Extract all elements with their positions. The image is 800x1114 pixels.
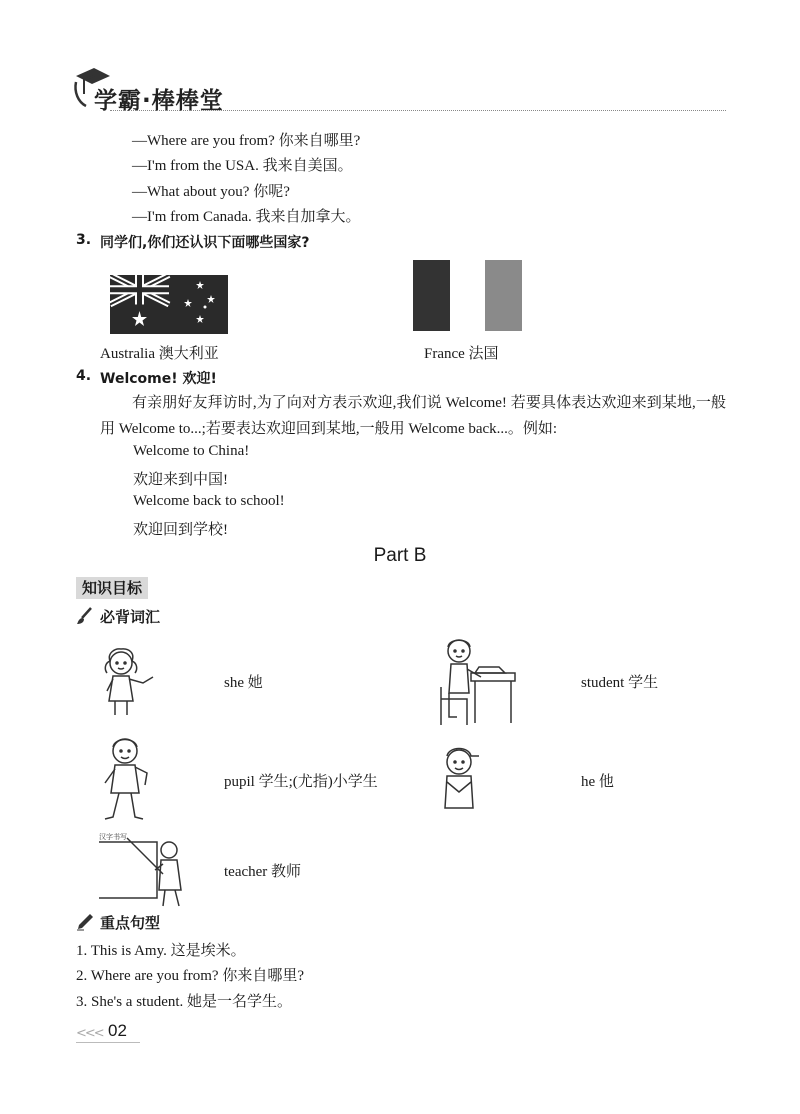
header-title: 学霸·棒棒堂: [94, 88, 224, 114]
australia-caption: Australia 澳大利亚: [100, 346, 219, 362]
section-4-title: Welcome! 欢迎!: [100, 371, 217, 387]
pen-icon: [76, 913, 94, 931]
section-badge: 知识目标: [76, 577, 148, 599]
boy-at-desk-icon: [435, 633, 519, 729]
vocab-word-student: student 学生: [581, 675, 659, 691]
girl-pointing-icon: [97, 643, 159, 717]
pupil-walking-icon: [99, 733, 155, 827]
dialog-line: —What about you? 你呢?: [132, 184, 290, 200]
brush-icon: [76, 607, 94, 625]
sentence-item: 3. She's a student. 她是一名学生。: [76, 994, 293, 1010]
france-flag-icon: [413, 260, 522, 331]
sentence-item: 2. Where are you from? 你来自哪里?: [76, 968, 304, 984]
vocab-word-she: she 她: [224, 675, 263, 691]
sentence-heading: 重点句型: [100, 914, 161, 932]
example-line: 欢迎回到学校!: [133, 522, 228, 538]
page-number: 02: [108, 1021, 127, 1040]
example-line: Welcome to China!: [133, 443, 250, 459]
dialog-line: —I'm from Canada. 我来自加拿大。: [132, 209, 361, 225]
vocab-heading: 必背词汇: [100, 608, 161, 626]
section-3-number: 3.: [76, 232, 92, 248]
board-text: 汉字书写: [99, 833, 127, 841]
example-line: Welcome back to school!: [133, 493, 285, 509]
sentence-item: 1. This is Amy. 这是埃米。: [76, 943, 246, 959]
boy-with-cap-icon: [437, 742, 481, 814]
example-line: 欢迎来到中国!: [133, 472, 228, 488]
vocab-word-pupil: pupil 学生;(尤指)小学生: [224, 774, 378, 790]
france-caption: France 法国: [424, 346, 499, 362]
vocab-word-he: he 他: [581, 774, 614, 790]
dialog-line: —Where are you from? 你来自哪里?: [132, 133, 361, 149]
part-title: Part B: [373, 545, 427, 566]
australia-flag-icon: [110, 275, 228, 334]
section-4-number: 4.: [76, 368, 92, 384]
header-divider: [110, 110, 726, 111]
welcome-paragraph: 有亲朋好友拜访时,为了向对方表示欢迎,我们说 Welcome! 若要具体表达欢迎来到某地,一般用 Welcome to...;若要表达欢迎回到某地,一般用 Welcome back...。例如:: [100, 395, 726, 437]
page-number-underline: [76, 1042, 140, 1043]
section-3-title: 同学们,你们还认识下面哪些国家?: [100, 235, 310, 251]
dialog-line: —I'm from the USA. 我来自美国。: [132, 158, 353, 174]
vocab-word-teacher: teacher 教师: [224, 864, 302, 880]
page-arrows-icon: <<<: [76, 1026, 103, 1041]
teacher-at-board-icon: [97, 830, 189, 908]
